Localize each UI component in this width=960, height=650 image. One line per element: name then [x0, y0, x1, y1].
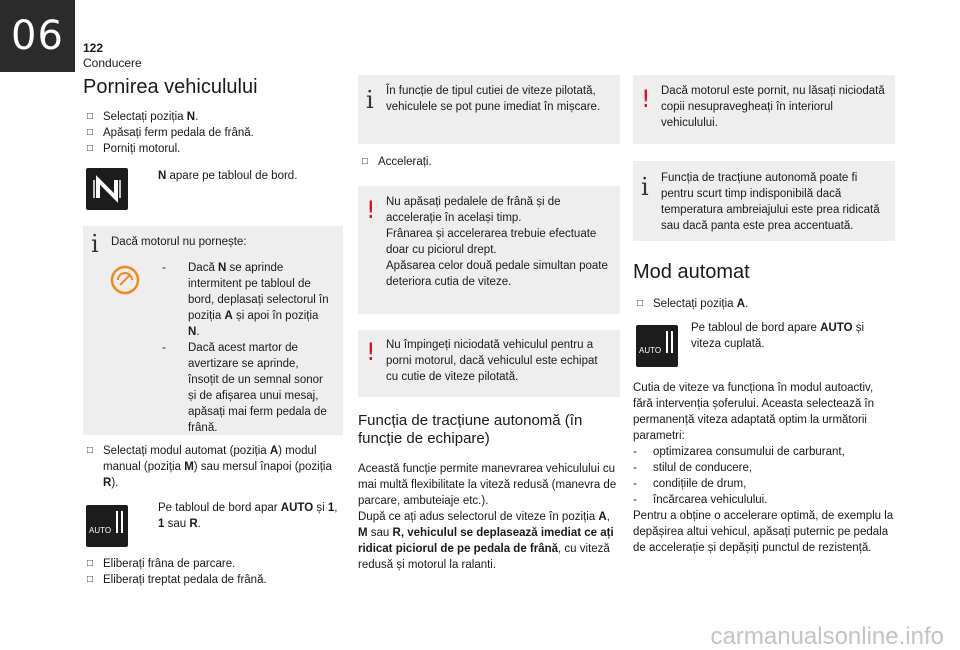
start-steps: [83, 109, 343, 157]
n-indicator-note: N apare pe tabloul de bord.: [158, 170, 298, 182]
column-2: [358, 75, 620, 573]
accelerate-step: □ Accelerați.: [362, 156, 432, 168]
gearbox-info-box: i În funcție de tipul cutiei de viteze pilotată, vehiculele se pot pune imediat în mișcare.: [358, 75, 620, 144]
pedal-warning-box: ! Nu apăsați pedalele de frână și de accelerație în același timp. Frânarea și accelerarea trebuie efectuate doar cu piciorul drept. Apăsarea celor două pedale simultan poate deteriora cutia de viteze.: [358, 186, 620, 314]
column-3: [633, 75, 895, 556]
column-1: [83, 75, 343, 588]
child-warning-box: ! Dacă motorul este pornit, nu lăsați niciodată copii nesupravegheați în interiorul vehiculului.: [633, 75, 895, 144]
watermark: carmanualsonline.info: [710, 623, 944, 650]
info-icon: i: [366, 86, 374, 114]
auto-indicator-row: [83, 500, 343, 556]
section-title-creep: Funcția de tracțiune autonomă (în funcție de echipare): [358, 412, 583, 447]
page-number: 122: [83, 41, 104, 55]
auto-mode-paragraph: Cutia de viteze va funcționa în modul autoactiv, fără intervenția șoferului. Aceasta selectează în permanență viteza adaptată optim la următorii parametri: - optimizarea consumului de carburant, - stilul de conducere, - condițiile de drum, - încărcarea vehiculului. Pentru a obține o accelerare optimă, de exemplu la depășirea altui vehicul, apăsați puternic pe pedala de accelerație și depășiți punctul de rezistență.: [633, 382, 894, 554]
chapter-number: 06: [0, 0, 75, 72]
list-item: - încărcarea vehiculului.: [633, 494, 768, 506]
creep-paragraph: Această funcție permite manevrarea vehiculului cu mai multă flexibilitate la viteză redusă (manevra de parcare, ambuteiaje etc.). După ce ați adus selectorul de viteze în poziția A, M sau R, vehiculul se deplasează imediat ce ați ridicat piciorul de pe pedala de frână, cu viteză redusă și motorul la ralanti.: [358, 463, 617, 571]
warning-icon: !: [641, 85, 651, 113]
auto-indicator-row: [633, 320, 895, 380]
engine-start-info-box: [83, 226, 343, 435]
step-item: □ Porniți motorul.: [87, 143, 181, 155]
auto-indicator-note: Pe tabloul de bord apare AUTO și viteza cuplată.: [691, 322, 865, 350]
mode-step: □ Selectați modul automat (poziția A) modul manual (poziția M) sau mersul înapoi (poziția R).: [87, 445, 332, 489]
warning-icon: !: [366, 338, 376, 366]
auto-display-icon: AUTO: [636, 325, 678, 367]
final-steps: [83, 556, 343, 588]
step-item: □ Apăsați ferm pedala de frână.: [87, 127, 254, 139]
push-start-warning-box: ! Nu împingeți niciodată vehiculul pentru a porni motorul, dacă vehiculul este echipat cu cutie de viteze pilotată.: [358, 330, 620, 397]
step-item: □ Eliberați frâna de parcare.: [87, 558, 236, 570]
section-name: Conducere: [83, 56, 142, 70]
list-item: - Dacă N se aprinde intermitent pe tabloul de bord, deplasați selectorul în poziția A și apoi în poziția N.: [162, 262, 329, 338]
list-item: - optimizarea consumului de carburant,: [633, 446, 845, 458]
list-item: - stilul de conducere,: [633, 462, 753, 474]
auto-indicator-note: Pe tabloul de bord apar AUTO și 1, 1 sau R.: [158, 502, 338, 530]
list-item: - condițiile de drum,: [633, 478, 747, 490]
section-title-start: Pornirea vehiculului: [83, 76, 258, 98]
info-icon: i: [641, 173, 649, 201]
warning-light-icon: [109, 264, 141, 301]
auto-display-icon: AUTO: [86, 505, 128, 547]
info-list: [162, 260, 330, 436]
step-item: □ Eliberați treptat pedala de frână.: [87, 574, 267, 586]
info-title: Dacă motorul nu pornește:: [111, 236, 247, 248]
auto-step: □ Selectați poziția A.: [637, 298, 749, 310]
section-title-auto: Mod automat: [633, 261, 750, 283]
n-gear-indicator-icon: [86, 168, 128, 210]
info-icon: i: [91, 230, 99, 258]
step-item: □ Selectați poziția N.: [87, 111, 199, 123]
n-indicator-row: [83, 168, 343, 224]
creep-info-box: i Funcția de tracțiune autonomă poate fi pentru scurt timp indisponibilă dacă temperatura ambreiajului este prea ridicată sau dacă panta este prea accentuată.: [633, 161, 895, 241]
warning-icon: !: [366, 196, 376, 224]
list-item: - Dacă acest martor de avertizare se aprinde, însoțit de un semnal sonor și de afișarea unui mesaj, apăsați mai ferm pedala de frână.: [162, 342, 327, 434]
